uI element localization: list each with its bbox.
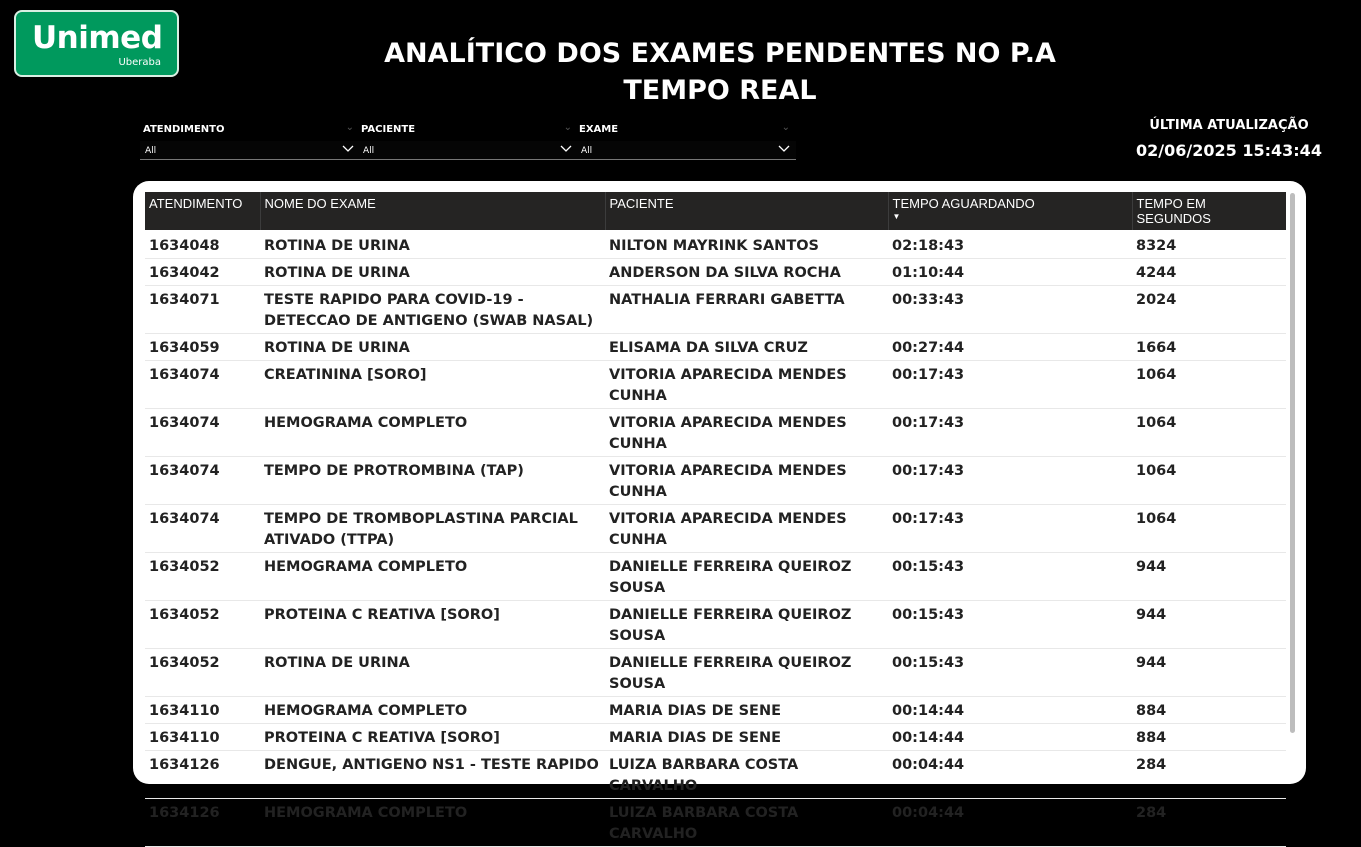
collapse-chevron-icon[interactable]: ⌄ [781,122,790,133]
exams-table [145,192,1286,847]
collapse-chevron-icon[interactable]: ⌄ [345,122,354,133]
cell-paciente: VITORIA APARECIDA MENDES CUNHA [605,505,888,553]
cell-nome-do-exame: HEMOGRAMA COMPLETO [260,553,605,601]
cell-nome-do-exame: PROTEINA C REATIVA [SORO] [260,724,605,751]
cell-tempo-aguardando: 00:04:44 [888,751,1132,799]
cell-tempo-em-segundos: 944 [1132,553,1286,601]
filter-exame-value: All [581,146,593,156]
table-row[interactable] [145,409,1286,457]
cell-atendimento: 1634126 [145,751,260,799]
table-row[interactable] [145,334,1286,361]
table-row[interactable] [145,799,1286,847]
cell-tempo-em-segundos: 1064 [1132,505,1286,553]
cell-tempo-em-segundos: 944 [1132,649,1286,697]
cell-nome-do-exame: TESTE RAPIDO PARA COVID-19 - DETECCAO DE ANTIGENO (SWAB NASAL) [260,286,605,334]
cell-atendimento: 1634052 [145,553,260,601]
cell-tempo-em-segundos: 1064 [1132,361,1286,409]
chevron-down-icon [341,141,355,157]
filter-atendimento-dropdown[interactable] [140,141,360,160]
cell-tempo-aguardando: 00:15:43 [888,553,1132,601]
cell-tempo-em-segundos: 8324 [1132,230,1286,259]
table-header-row [145,192,1286,230]
cell-paciente: VITORIA APARECIDA MENDES CUNHA [605,457,888,505]
cell-nome-do-exame: HEMOGRAMA COMPLETO [260,409,605,457]
table-row[interactable] [145,361,1286,409]
cell-nome-do-exame: TEMPO DE TROMBOPLASTINA PARCIAL ATIVADO (TTPA) [260,505,605,553]
cell-paciente: NATHALIA FERRARI GABETTA [605,286,888,334]
table-row[interactable] [145,553,1286,601]
column-header-atendimento[interactable]: ATENDIMENTO [145,192,260,230]
cell-atendimento: 1634074 [145,361,260,409]
cell-atendimento: 1634126 [145,799,260,847]
cell-nome-do-exame: ROTINA DE URINA [260,259,605,286]
filter-paciente-dropdown[interactable] [358,141,578,160]
cell-paciente: NILTON MAYRINK SANTOS [605,230,888,259]
table-row[interactable] [145,230,1286,259]
table-row[interactable] [145,724,1286,751]
cell-paciente: VITORIA APARECIDA MENDES CUNHA [605,409,888,457]
table-row[interactable] [145,601,1286,649]
collapse-chevron-icon[interactable]: ⌄ [563,122,572,133]
cell-tempo-aguardando: 00:04:44 [888,799,1132,847]
cell-tempo-aguardando: 00:15:43 [888,601,1132,649]
cell-atendimento: 1634052 [145,649,260,697]
vertical-scrollbar[interactable] [1290,193,1295,733]
cell-paciente: ELISAMA DA SILVA CRUZ [605,334,888,361]
filter-paciente-value: All [363,146,375,156]
cell-tempo-em-segundos: 944 [1132,601,1286,649]
filter-exame-label: EXAME [579,124,619,135]
column-header-tempo-em-segundos[interactable]: TEMPO EM SEGUNDOS [1132,192,1286,230]
cell-nome-do-exame: ROTINA DE URINA [260,649,605,697]
page-title: ANALÍTICO DOS EXAMES PENDENTES NO P.A [384,38,1056,69]
cell-nome-do-exame: TEMPO DE PROTROMBINA (TAP) [260,457,605,505]
column-header-nome-do-exame[interactable]: NOME DO EXAME [260,192,605,230]
column-header-tempo-aguardando[interactable] [888,192,1132,230]
cell-paciente: VITORIA APARECIDA MENDES CUNHA [605,361,888,409]
exams-table-panel [133,181,1306,842]
cell-paciente: DANIELLE FERREIRA QUEIROZ SOUSA [605,553,888,601]
cell-tempo-em-segundos: 884 [1132,697,1286,724]
cell-tempo-em-segundos: 884 [1132,724,1286,751]
cell-atendimento: 1634048 [145,230,260,259]
cell-tempo-aguardando: 00:15:43 [888,649,1132,697]
cell-tempo-aguardando: 00:17:43 [888,409,1132,457]
logo-brand: Unimed [32,20,163,56]
cell-tempo-aguardando: 02:18:43 [888,230,1132,259]
table-row[interactable] [145,457,1286,505]
page-subtitle: TEMPO REAL [623,75,817,106]
cell-nome-do-exame: HEMOGRAMA COMPLETO [260,799,605,847]
cell-tempo-em-segundos: 2024 [1132,286,1286,334]
filter-atendimento-label: ATENDIMENTO [143,124,225,135]
cell-nome-do-exame: PROTEINA C REATIVA [SORO] [260,601,605,649]
table-row[interactable] [145,259,1286,286]
filter-atendimento-value: All [145,146,157,156]
cell-paciente: DANIELLE FERREIRA QUEIROZ SOUSA [605,601,888,649]
last-update-value: 02/06/2025 15:43:44 [1136,141,1322,160]
table-scroll-area[interactable] [145,192,1286,842]
filter-exame-dropdown[interactable] [576,141,796,160]
cell-nome-do-exame: DENGUE, ANTIGENO NS1 - TESTE RAPIDO [260,751,605,799]
cell-tempo-aguardando: 00:14:44 [888,697,1132,724]
cell-atendimento: 1634071 [145,286,260,334]
cell-tempo-aguardando: 00:17:43 [888,361,1132,409]
table-row[interactable] [145,505,1286,553]
cell-paciente: LUIZA BARBARA COSTA CARVALHO [605,799,888,847]
cell-nome-do-exame: HEMOGRAMA COMPLETO [260,697,605,724]
filter-paciente-label: PACIENTE [361,124,416,135]
logo-city: Uberaba [118,57,161,68]
table-row[interactable] [145,286,1286,334]
cell-tempo-aguardando: 00:17:43 [888,505,1132,553]
chevron-down-icon [559,141,573,157]
chevron-down-icon [777,141,791,157]
last-update-label: ÚLTIMA ATUALIZAÇÃO [1149,118,1309,133]
cell-atendimento: 1634074 [145,505,260,553]
cell-tempo-em-segundos: 284 [1132,799,1286,847]
cell-tempo-aguardando: 00:33:43 [888,286,1132,334]
cell-atendimento: 1634042 [145,259,260,286]
scrollbar-thumb[interactable] [1290,193,1295,733]
column-header-label: TEMPO AGUARDANDO [892,196,1035,211]
sort-descending-icon: ▼ [892,212,901,221]
cell-nome-do-exame: CREATININA [SORO] [260,361,605,409]
table-row[interactable] [145,649,1286,697]
table-row[interactable] [145,697,1286,724]
cell-atendimento: 1634074 [145,457,260,505]
cell-paciente: DANIELLE FERREIRA QUEIROZ SOUSA [605,649,888,697]
table-row[interactable] [145,751,1286,799]
cell-paciente: MARIA DIAS DE SENE [605,724,888,751]
unimed-logo [14,10,179,77]
cell-nome-do-exame: ROTINA DE URINA [260,230,605,259]
cell-nome-do-exame: ROTINA DE URINA [260,334,605,361]
cell-tempo-aguardando: 00:17:43 [888,457,1132,505]
cell-atendimento: 1634059 [145,334,260,361]
cell-tempo-aguardando: 01:10:44 [888,259,1132,286]
cell-tempo-em-segundos: 1664 [1132,334,1286,361]
cell-paciente: LUIZA BARBARA COSTA CARVALHO [605,751,888,799]
cell-atendimento: 1634074 [145,409,260,457]
cell-tempo-aguardando: 00:27:44 [888,334,1132,361]
column-header-paciente[interactable]: PACIENTE [605,192,888,230]
cell-paciente: ANDERSON DA SILVA ROCHA [605,259,888,286]
cell-paciente: MARIA DIAS DE SENE [605,697,888,724]
cell-tempo-em-segundos: 284 [1132,751,1286,799]
cell-atendimento: 1634110 [145,724,260,751]
cell-tempo-em-segundos: 1064 [1132,457,1286,505]
cell-tempo-em-segundos: 4244 [1132,259,1286,286]
cell-tempo-aguardando: 00:14:44 [888,724,1132,751]
cell-tempo-em-segundos: 1064 [1132,409,1286,457]
cell-atendimento: 1634052 [145,601,260,649]
cell-atendimento: 1634110 [145,697,260,724]
